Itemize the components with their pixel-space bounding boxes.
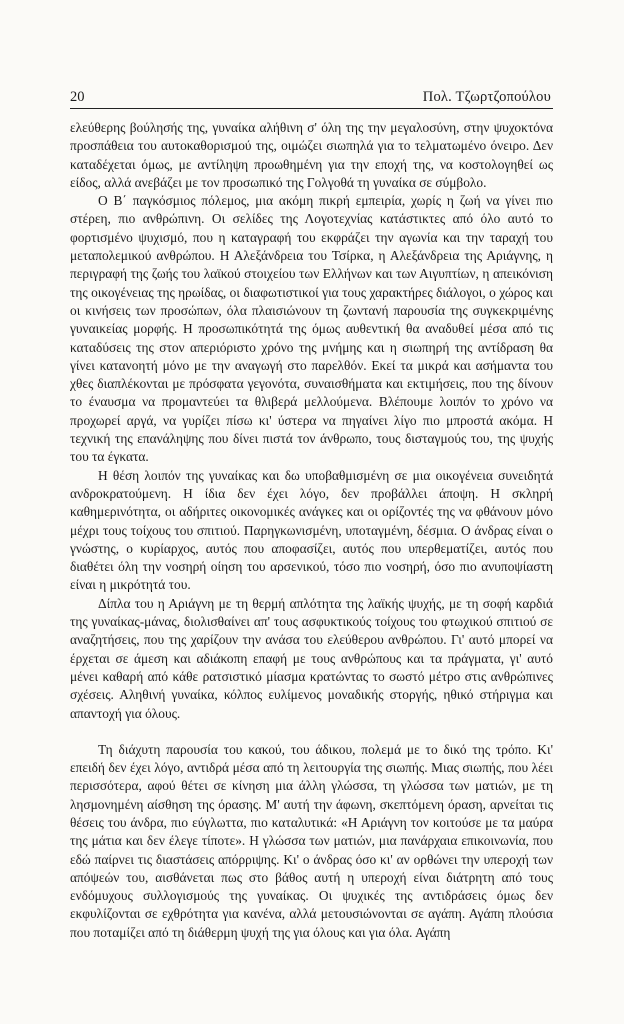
paragraph-woman-position: Η θέση λοιπόν της γυναίκας και δω υποβαθμισμένη σε μια οικογένεια συνειδητά ανδροκρατούμενη. Η ίδια δεν έχει λόγο, δεν προβάλλει άποψη. Η σκληρή καθημερινότητα, οι αδήριτες οικονομικές ανάγκες και οι ορίζοντές της να φθάνουν μόνο μέχρι τους τοίχους του σπιτιού. Παρηγκωνισμένη, υποταγμένη, δέσμια. Ο άνδρας είναι ο γνώστης, ο κυρίαρχος, αυτός που αποφασίζει, αυτός που υπερθεματίζει, αυτός που διαθέτει όλη την νοσηρή οίηση του αρσενικού, τόσο πιο νοσηρή, όσο πιο ανυποψίαστη είναι η μικρότητά του. — [70, 467, 553, 593]
body-text — [70, 119, 553, 942]
paragraph-continuation: ελεύθερης βούλησής της, γυναίκα αλήθινη σ' όλη της την μεγαλοσύνη, στην ψυχοκτόνα προσπάθεια του αυτοκαθορισμού της, οιμώζει σιωπηλά για το τελματωμένο όνειρο. Δεν καταδέχεται όμως, με αντίληψη προωθημένη για την εποχή της, να κοστολογηθεί ως είδος, αλλά ανεβάζει με τον προσωπικό της Γολγοθά τη γυναίκα σε σύμβολο. — [70, 120, 553, 190]
paragraph-ariagni: Δίπλα του η Αριάγνη με τη θερμή απλότητα της λαϊκής ψυχής, με τη σοφή καρδιά της γυναίκας-μάνας, διολισθαίνει απ' τους ασφυκτικούς τοίχους του φτωχικού σπιτιού σε αναζητήσεις, που της χαρίζουν την ανάσα του ελεύθερου ανθρώπου. Γι' αυτό μπορεί να έρχεται σε άμεση και αδιάκοπη επαφή με τους ανθρώπους και τα πράγματα, γι' αυτό μένει καθαρή από κάθε ρατσιστικό μίασμα κρατώντας το σωστό μέτρο στις ανθρώπινες σχέσεις. Αληθινή γυναίκα, κόλπος ευλίμενος μοναδικής στοργής, ηθικό στήριγμα και απαντοχή για όλους. — [70, 595, 553, 721]
page-number: 20 — [70, 89, 85, 105]
page-header — [70, 88, 553, 109]
paragraph-world-war: Ο Β΄ παγκόσμιος πόλεμος, μια ακόμη πικρή εμπειρία, χωρίς η ζωή να γίνει πιο στέρεη, πιο ανθρώπινη. Οι σελίδες της Λογοτεχνίας κατάστικτες από όλο αυτό το φορτισμένο ψυχισμό, που η καταγραφή του εκφράζει την αγωνία και την ταραχή του μεταπολεμικού ανθρώπου. Η Αλεξάνδρεια του Τσίρκα, η Αλεξάνδρεια της Αριάγνης, η περιγραφή της ζωής του λαϊκού στοιχείου των Ελλήνων και των Αιγυπτίων, η απεικόνιση της οικογένειας της ηρωίδας, οι διαφωτιστικοί για τους χαρακτήρες διάλογοι, ο χώρος και οι κινήσεις των προσώπων, όλα πλαισιώνουν τη ζωντανή παρουσία της συγκεκριμένης γυναικείας μορφής. Η προσωπικότητά της όμως αυθεντική θα αναδυθεί μέσα από τις καταδύσεις της στον απεριόριστο χρόνο της μνήμης και η σιωπηρή της αντίδραση θα γίνει κατανοητή μόνο με την αναγωγή στο παρελθόν. Εκεί τα μικρά και ασήμαντα του χθες διαπλέκονται με πρόσφατα γεγονότα, συναισθήματα και εκτιμήσεις, που της δίνουν το έναυσμα να προμαντεύει τα θλιβερά μελλούμενα. Βλέπουμε λοιπόν το χρόνο να προχωρεί αργά, να γυρίζει πίσω κι' ύστερα να πηγαίνει λίγο πιο μπροστά ακόμα. Η τεχνική της επανάληψης που δίνει πιστά τον άνθρωπο, τους δισταγμούς του, της ψυχής του τα έγκατα. — [70, 193, 553, 465]
running-head-author: Πολ. Τζωρτζοπούλου — [422, 89, 551, 105]
paragraph-silence: Τη διάχυτη παρουσία του κακού, του άδικου, πολεμά με το δικό της τρόπο. Κι' επειδή δεν έχει λόγο, αντιδρά μέσα από τη λειτουργία της σιωπής. Μιας σιωπής, που λέει περισσότερα, αφού θέτει σε κίνηση μια άλλη γλώσσα, τη γλώσσα των ματιών, με τη λησμονημένη αίσθηση της όρασης. Μ' αυτή την άφωνη, σκεπτόμενη όραση, αρνείται τις θέσεις του άνδρα, πιο εύγλωττα, πιο καταλυτικά: «Η Αριάγνη τον κοιτούσε με τα μαύρα της μάτια και δεν έλεγε τίποτε». Η γλώσσα των ματιών, μια πανάρχαια επικοινωνία, που εδώ παίρνει τις διαστάσεις απόρριψης. Κι' ο άνδρας όσο κι' αν ορθώνει την υπεροχή των απόψεών του, αισθάνεται πως στο βάθος αυτή η υπεροχή είναι διάτρητη από τους ενδόμυχους συλλογισμούς της γυναίκας. Οι ψυχικές της αντιδράσεις όμως δεν εκφυλίζονται σε εχθρότητα για κανένα, αλλά μετουσιώνονται σε αγάπη. Αγάπη πλούσια που ποταμίζει από τη διάθερμη ψυχή της για όλους και για όλα. Αγάπη — [70, 741, 553, 940]
book-page — [70, 88, 553, 942]
